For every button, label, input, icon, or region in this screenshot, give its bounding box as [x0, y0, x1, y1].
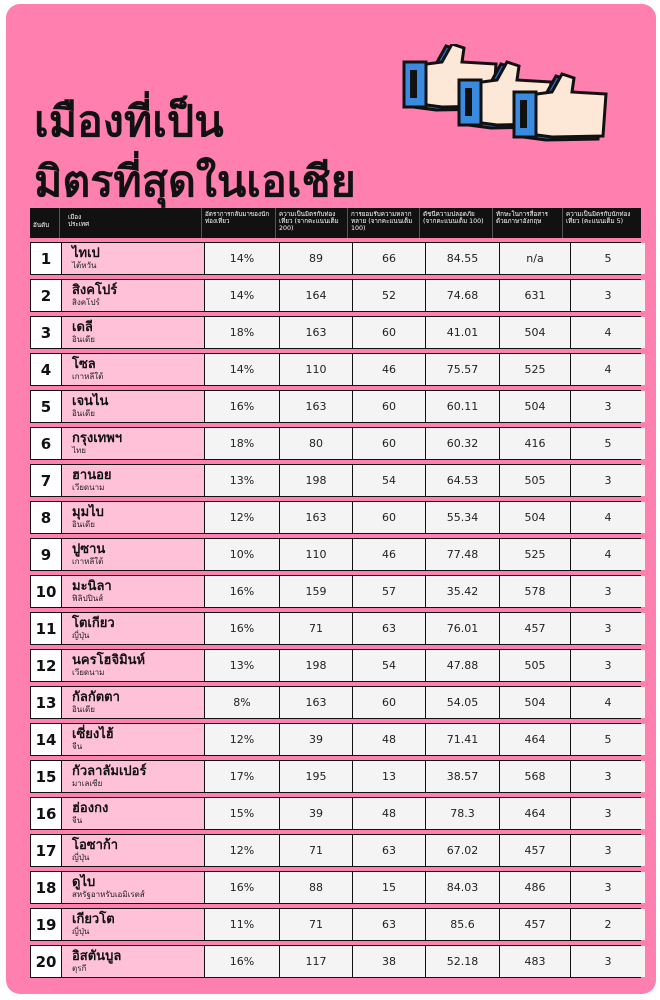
score-cell: 3	[571, 798, 645, 829]
diversity-cell: 57	[353, 576, 425, 607]
safety-cell: 60.32	[426, 428, 499, 459]
header-safety: ดัชนีความปลอดภัย (จากคะแนนเต็ม 100)	[420, 208, 493, 238]
rank-cell: 10	[31, 576, 61, 607]
rank-cell: 13	[31, 687, 61, 718]
rank-cell: 4	[31, 354, 61, 385]
return-rate-cell: 16%	[205, 391, 279, 422]
english-cell: 504	[500, 502, 570, 533]
safety-cell: 67.02	[426, 835, 499, 866]
header-city: เมือง ประเทศ	[60, 208, 202, 238]
return-rate-cell: 8%	[205, 687, 279, 718]
table-row	[30, 686, 641, 719]
friendliness-cell: 163	[280, 391, 352, 422]
diversity-cell: 46	[353, 539, 425, 570]
safety-cell: 38.57	[426, 761, 499, 792]
return-rate-cell: 17%	[205, 761, 279, 792]
score-cell: 3	[571, 946, 645, 977]
city-cell	[62, 465, 204, 496]
country-name: สิงคโปร์	[72, 298, 100, 307]
diversity-cell: 48	[353, 724, 425, 755]
english-cell: 568	[500, 761, 570, 792]
diversity-cell: 60	[353, 391, 425, 422]
english-cell: 505	[500, 465, 570, 496]
safety-cell: 76.01	[426, 613, 499, 644]
return-rate-cell: 18%	[205, 428, 279, 459]
return-rate-cell: 12%	[205, 835, 279, 866]
english-cell: n/a	[500, 243, 570, 274]
return-rate-cell: 18%	[205, 317, 279, 348]
friendliness-cell: 117	[280, 946, 352, 977]
infographic-card	[6, 4, 656, 994]
header-english: ทักษะในการสื่อสารด้วยภาษาอังกฤษ	[493, 208, 563, 238]
country-name: เวียดนาม	[72, 483, 105, 492]
friendliness-cell: 110	[280, 354, 352, 385]
country-name: อินเดีย	[72, 520, 95, 529]
score-cell: 5	[571, 724, 645, 755]
score-cell: 3	[571, 761, 645, 792]
table-row	[30, 871, 641, 904]
return-rate-cell: 11%	[205, 909, 279, 940]
table-row	[30, 908, 641, 941]
diversity-cell: 46	[353, 354, 425, 385]
city-cell	[62, 835, 204, 866]
rank-cell: 7	[31, 465, 61, 496]
english-cell: 457	[500, 909, 570, 940]
ranking-table	[30, 208, 641, 978]
header-rank: อันดับ	[30, 208, 60, 238]
return-rate-cell: 16%	[205, 946, 279, 977]
friendliness-cell: 80	[280, 428, 352, 459]
country-name: จีน	[72, 816, 83, 825]
diversity-cell: 54	[353, 465, 425, 496]
safety-cell: 71.41	[426, 724, 499, 755]
friendliness-cell: 195	[280, 761, 352, 792]
friendliness-cell: 164	[280, 280, 352, 311]
country-name: อินเดีย	[72, 409, 95, 418]
rank-cell: 17	[31, 835, 61, 866]
diversity-cell: 63	[353, 835, 425, 866]
english-cell: 457	[500, 613, 570, 644]
safety-cell: 64.53	[426, 465, 499, 496]
score-cell: 3	[571, 465, 645, 496]
city-cell	[62, 243, 204, 274]
city-name: สิงคโปร์	[72, 283, 118, 298]
safety-cell: 54.05	[426, 687, 499, 718]
safety-cell: 85.6	[426, 909, 499, 940]
country-name: ไทย	[72, 446, 86, 455]
rank-cell: 12	[31, 650, 61, 681]
friendliness-cell: 163	[280, 317, 352, 348]
city-name: กัลกัตตา	[72, 690, 120, 705]
country-name: มาเลเซีย	[72, 779, 103, 788]
english-cell: 578	[500, 576, 570, 607]
country-name: ญี่ปุ่น	[72, 631, 90, 640]
score-cell: 3	[571, 650, 645, 681]
city-cell	[62, 613, 204, 644]
country-name: ไต้หวัน	[72, 261, 97, 270]
table-row	[30, 353, 641, 386]
city-cell	[62, 391, 204, 422]
friendliness-cell: 71	[280, 909, 352, 940]
country-name: เกาหลีใต้	[72, 372, 104, 381]
rank-cell: 15	[31, 761, 61, 792]
city-name: โอซาก้า	[72, 838, 119, 853]
city-cell	[62, 576, 204, 607]
city-cell	[62, 539, 204, 570]
english-cell: 464	[500, 724, 570, 755]
country-name: ญี่ปุ่น	[72, 927, 90, 936]
english-cell: 457	[500, 835, 570, 866]
rank-cell: 19	[31, 909, 61, 940]
diversity-cell: 60	[353, 428, 425, 459]
table-row	[30, 797, 641, 830]
english-cell: 525	[500, 354, 570, 385]
country-name: จีน	[72, 742, 83, 751]
rank-cell: 1	[31, 243, 61, 274]
diversity-cell: 52	[353, 280, 425, 311]
city-cell	[62, 280, 204, 311]
diversity-cell: 60	[353, 502, 425, 533]
return-rate-cell: 13%	[205, 465, 279, 496]
safety-cell: 41.01	[426, 317, 499, 348]
return-rate-cell: 10%	[205, 539, 279, 570]
city-name: เกียวโต	[72, 912, 115, 927]
city-name: โซล	[72, 357, 96, 372]
friendliness-cell: 71	[280, 613, 352, 644]
city-name: ฮ่องกง	[72, 801, 109, 816]
table-row	[30, 316, 641, 349]
country-name: สหรัฐอาหรับเอมิเรตส์	[72, 890, 145, 899]
city-name: ฮานอย	[72, 468, 112, 483]
score-cell: 3	[571, 576, 645, 607]
city-name: กรุงเทพฯ	[72, 431, 123, 446]
safety-cell: 77.48	[426, 539, 499, 570]
city-cell	[62, 761, 204, 792]
table-row	[30, 575, 641, 608]
diversity-cell: 63	[353, 613, 425, 644]
english-cell: 505	[500, 650, 570, 681]
safety-cell: 60.11	[426, 391, 499, 422]
diversity-cell: 15	[353, 872, 425, 903]
header-friendliness: ความเป็นมิตรกับท่องเที่ยว (จากคะแนนเต็ม 200)	[276, 208, 348, 238]
city-cell	[62, 724, 204, 755]
city-cell	[62, 909, 204, 940]
page-title	[34, 92, 434, 212]
friendliness-cell: 88	[280, 872, 352, 903]
friendliness-cell: 71	[280, 835, 352, 866]
city-cell	[62, 650, 204, 681]
score-cell: 4	[571, 687, 645, 718]
english-cell: 464	[500, 798, 570, 829]
safety-cell: 74.68	[426, 280, 499, 311]
score-cell: 4	[571, 539, 645, 570]
header-return-rate: อัตราการกลับมาของนักท่องเที่ยว	[202, 208, 276, 238]
city-name: มุมไบ	[72, 505, 104, 520]
rank-cell: 6	[31, 428, 61, 459]
friendliness-cell: 163	[280, 502, 352, 533]
country-name: เกาหลีใต้	[72, 557, 104, 566]
score-cell: 3	[571, 391, 645, 422]
table-row	[30, 649, 641, 682]
diversity-cell: 63	[353, 909, 425, 940]
english-cell: 416	[500, 428, 570, 459]
city-name: นครโฮจิมินห์	[72, 653, 146, 668]
city-cell	[62, 946, 204, 977]
rank-cell: 11	[31, 613, 61, 644]
friendliness-cell: 198	[280, 465, 352, 496]
return-rate-cell: 14%	[205, 243, 279, 274]
friendliness-cell: 198	[280, 650, 352, 681]
city-cell	[62, 872, 204, 903]
return-rate-cell: 16%	[205, 576, 279, 607]
english-cell: 504	[500, 317, 570, 348]
city-cell	[62, 687, 204, 718]
table-row	[30, 427, 641, 460]
score-cell: 3	[571, 613, 645, 644]
table-row	[30, 390, 641, 423]
rank-cell: 14	[31, 724, 61, 755]
header-score: ความเป็นมิตรกับนักท่องเที่ยว (คะแนนเต็ม 5)	[566, 211, 631, 226]
rank-cell: 9	[31, 539, 61, 570]
english-cell: 504	[500, 391, 570, 422]
english-cell: 483	[500, 946, 570, 977]
return-rate-cell: 13%	[205, 650, 279, 681]
friendliness-cell: 163	[280, 687, 352, 718]
table-row	[30, 464, 641, 497]
diversity-cell: 60	[353, 687, 425, 718]
english-cell: 525	[500, 539, 570, 570]
friendliness-cell: 39	[280, 724, 352, 755]
score-cell: 3	[571, 872, 645, 903]
table-row	[30, 945, 641, 978]
country-name: อินเดีย	[72, 705, 95, 714]
city-cell	[62, 798, 204, 829]
score-cell: 5	[571, 243, 645, 274]
title-line-1: เมืองที่เป็น	[34, 97, 224, 147]
city-name: เจนไน	[72, 394, 109, 409]
diversity-cell: 38	[353, 946, 425, 977]
table-row	[30, 279, 641, 312]
city-name: เซี่ยงไฮ้	[72, 727, 114, 742]
city-cell	[62, 317, 204, 348]
safety-cell: 84.55	[426, 243, 499, 274]
country-name: ตุรกี	[72, 964, 87, 973]
english-cell: 504	[500, 687, 570, 718]
city-name: เดลี	[72, 320, 93, 335]
city-cell	[62, 502, 204, 533]
safety-cell: 47.88	[426, 650, 499, 681]
city-name: ดูไบ	[72, 875, 96, 890]
rank-cell: 8	[31, 502, 61, 533]
score-cell: 5	[571, 428, 645, 459]
table-row	[30, 723, 641, 756]
return-rate-cell: 12%	[205, 724, 279, 755]
diversity-cell: 48	[353, 798, 425, 829]
city-name: โตเกียว	[72, 616, 115, 631]
rank-cell: 20	[31, 946, 61, 977]
table-row	[30, 501, 641, 534]
city-name: อิสตันบูล	[72, 949, 122, 964]
diversity-cell: 60	[353, 317, 425, 348]
return-rate-cell: 15%	[205, 798, 279, 829]
title-line-2: มิตรที่สุดในเอเชีย	[34, 157, 356, 207]
safety-cell: 78.3	[426, 798, 499, 829]
table-row	[30, 834, 641, 867]
return-rate-cell: 14%	[205, 280, 279, 311]
diversity-cell: 54	[353, 650, 425, 681]
score-cell: 2	[571, 909, 645, 940]
table-body	[30, 242, 641, 978]
thumbs-up-icons	[396, 44, 646, 154]
table-row	[30, 612, 641, 645]
rank-cell: 5	[31, 391, 61, 422]
score-cell: 4	[571, 317, 645, 348]
return-rate-cell: 16%	[205, 613, 279, 644]
city-name: ไทเป	[72, 246, 100, 261]
table-row	[30, 760, 641, 793]
safety-cell: 35.42	[426, 576, 499, 607]
english-cell: 631	[500, 280, 570, 311]
rank-cell: 2	[31, 280, 61, 311]
safety-cell: 75.57	[426, 354, 499, 385]
rank-cell: 3	[31, 317, 61, 348]
country-name: เวียดนาม	[72, 668, 105, 677]
country-name: ฟิลิปปินส์	[72, 594, 104, 603]
safety-cell: 52.18	[426, 946, 499, 977]
rank-cell: 18	[31, 872, 61, 903]
diversity-cell: 13	[353, 761, 425, 792]
table-header	[30, 208, 641, 238]
safety-cell: 55.34	[426, 502, 499, 533]
city-name: ปูซาน	[72, 542, 106, 557]
city-cell	[62, 354, 204, 385]
english-cell: 486	[500, 872, 570, 903]
friendliness-cell: 39	[280, 798, 352, 829]
city-name: กัวลาลัมเปอร์	[72, 764, 147, 779]
score-cell: 4	[571, 354, 645, 385]
friendliness-cell: 110	[280, 539, 352, 570]
friendliness-cell: 159	[280, 576, 352, 607]
score-cell: 3	[571, 835, 645, 866]
return-rate-cell: 16%	[205, 872, 279, 903]
table-row	[30, 538, 641, 571]
city-name: มะนิลา	[72, 579, 112, 594]
safety-cell: 84.03	[426, 872, 499, 903]
country-name: อินเดีย	[72, 335, 95, 344]
rank-cell: 16	[31, 798, 61, 829]
city-cell	[62, 428, 204, 459]
country-name: ญี่ปุ่น	[72, 853, 90, 862]
score-cell: 3	[571, 280, 645, 311]
header-diversity: การยอมรับความหลากหลาย (จากคะแนนเต็ม 100)	[348, 208, 420, 238]
friendliness-cell: 89	[280, 243, 352, 274]
diversity-cell: 66	[353, 243, 425, 274]
score-cell: 4	[571, 502, 645, 533]
return-rate-cell: 12%	[205, 502, 279, 533]
return-rate-cell: 14%	[205, 354, 279, 385]
table-row	[30, 242, 641, 275]
